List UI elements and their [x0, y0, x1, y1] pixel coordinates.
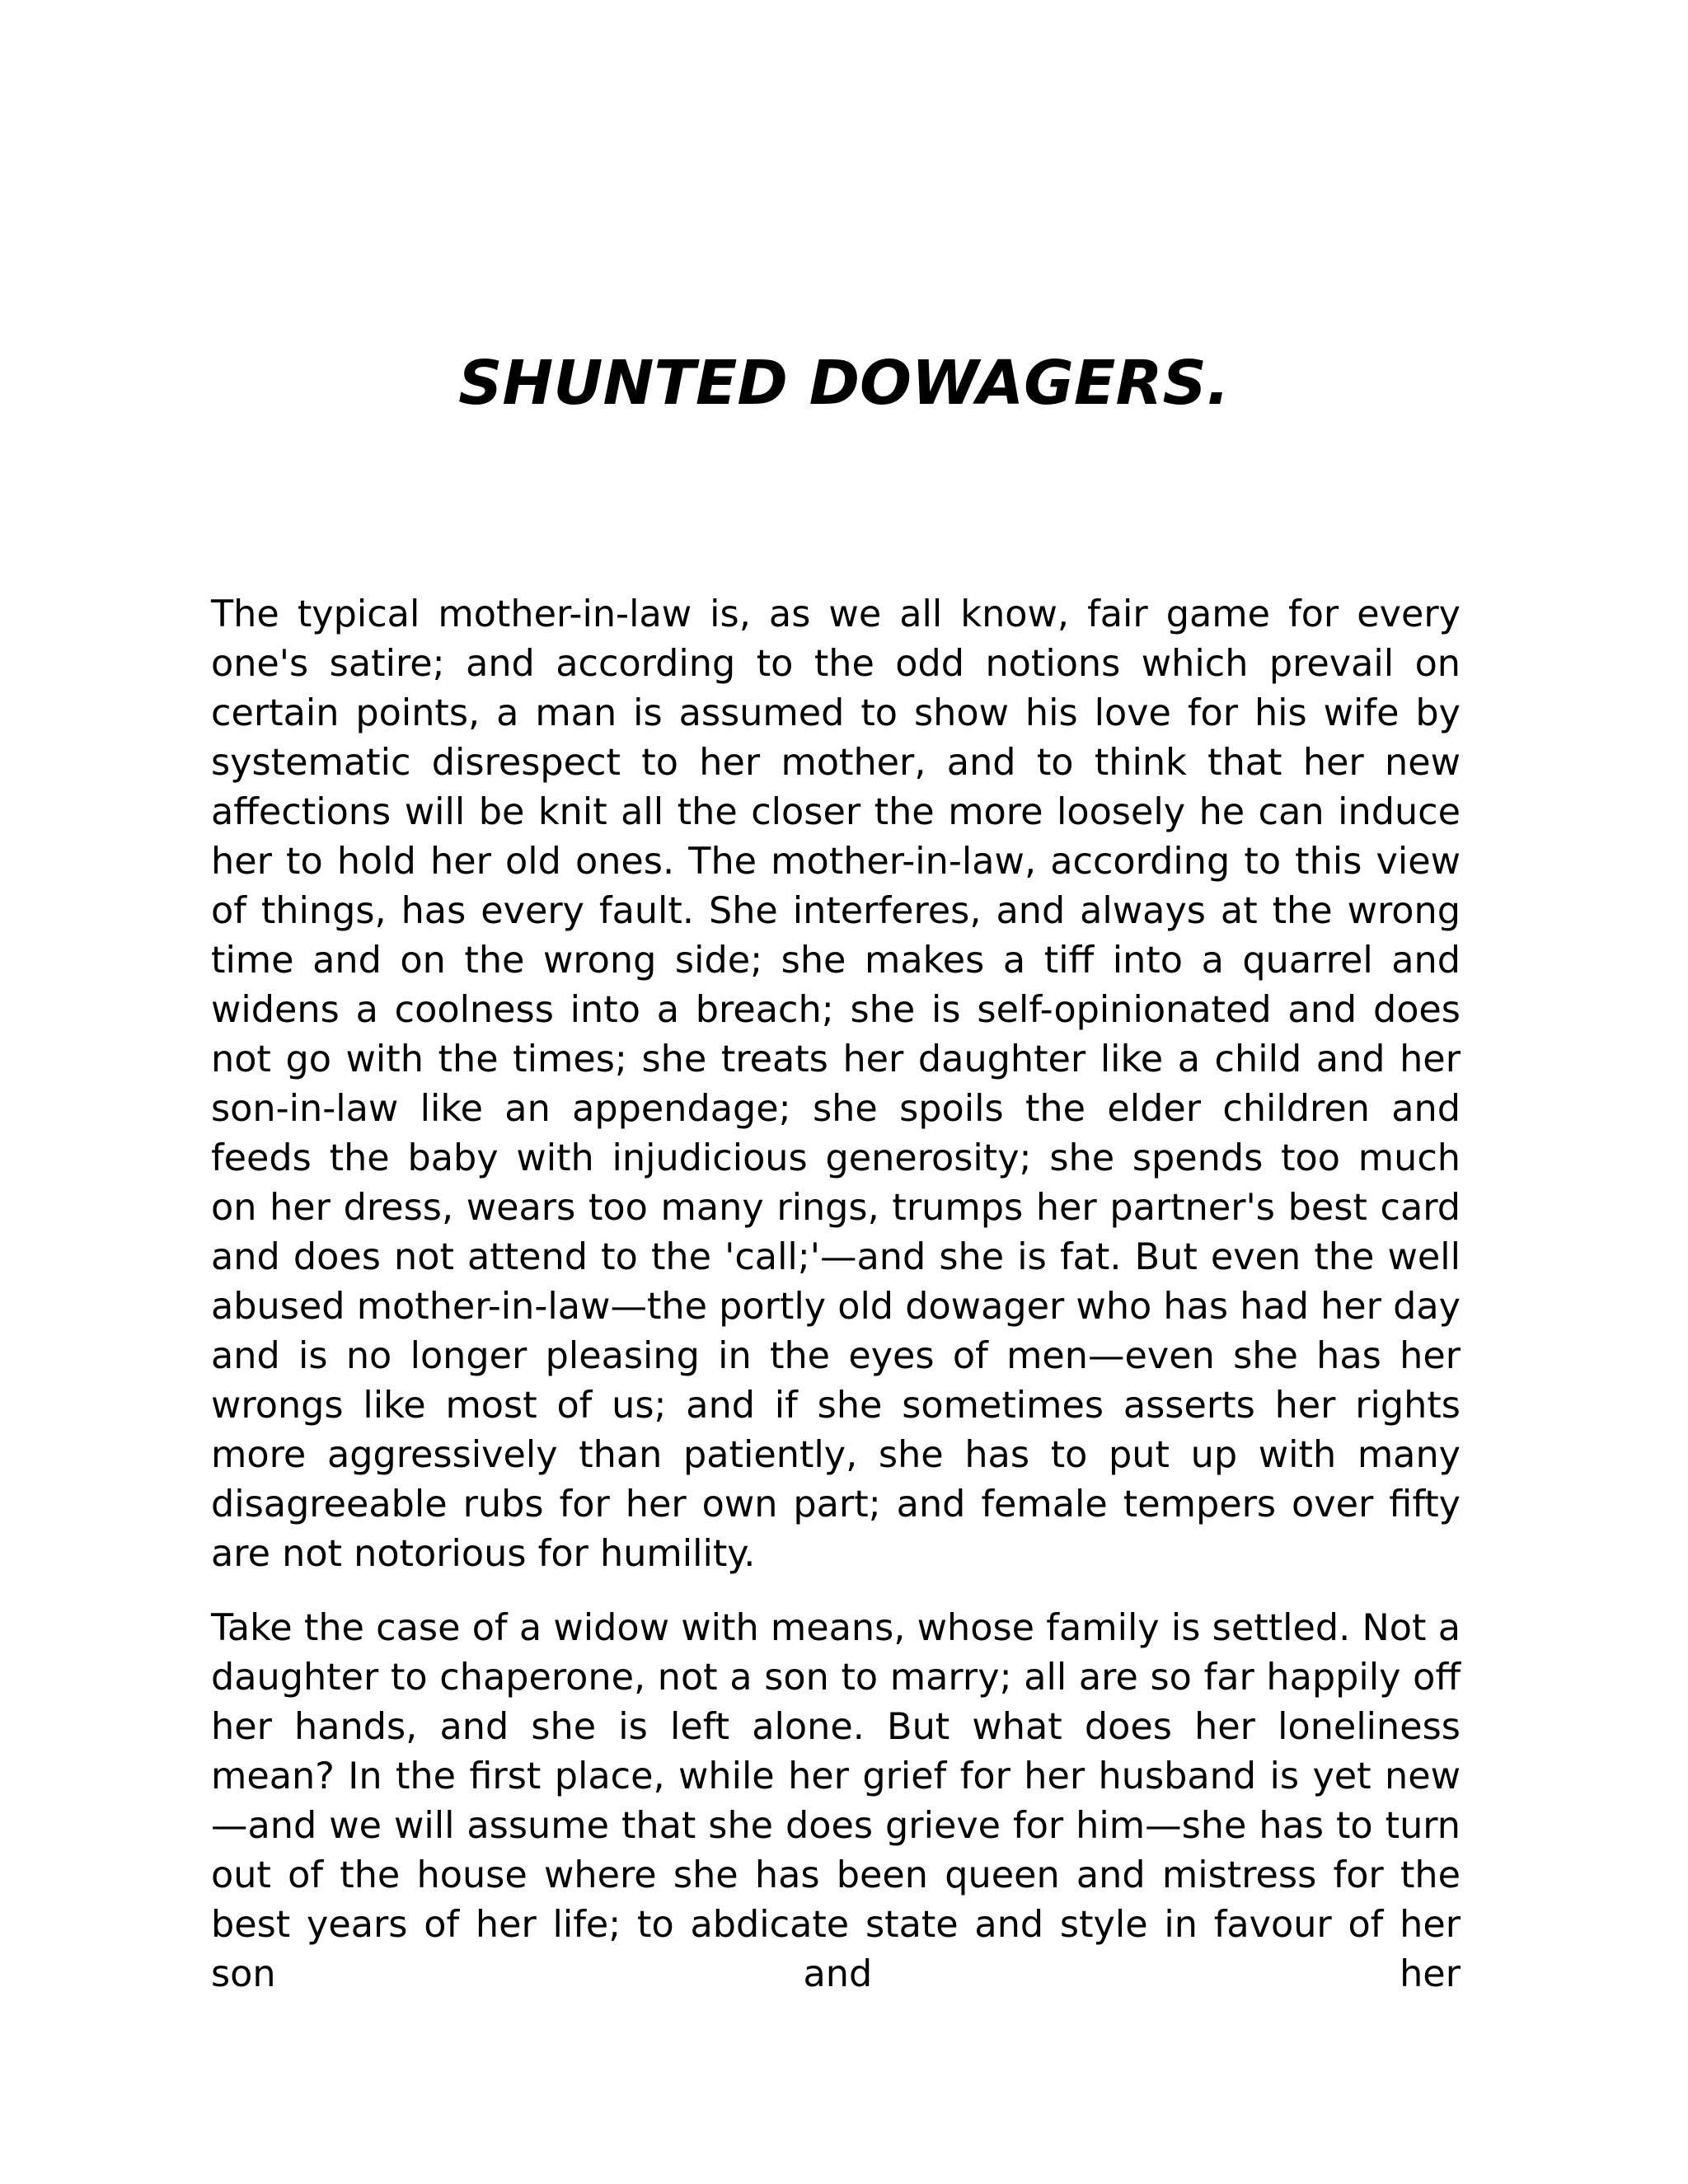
- paragraph-1: The typical mother-in-law is, as we all know, fair game for every one's satire; and according to the odd notions which prevail on certain points, a man is assumed to show his love for his wife by systematic disrespect to her mother, and to think that her new affections will be knit all the closer the more loosely he can induce her to hold her old ones. The mother-in-law, according to this view of things, has every fault. She interferes, and always at the wrong time and on the wrong side; she makes a tiff into a quarrel and widens a coolness into a breach; she is self-opinionated and does not go with the times; she treats her daughter like a child and her son-in-law like an appendage; she spoils the elder children and feeds the baby with injudicious generosity; she spends too much on her dress, wears too many rings, trumps her partner's best card and does not attend to the 'call;'—and she is fat. But even the well abused mother-in-law—the portly old dowager who has had her day and is no longer pleasing in the eyes of men—even she has her wrongs like most of us; and if she sometimes asserts her rights more aggressively than patiently, she has to put up with many disagreeable rubs for her own part; and female tempers over fifty are not notorious for humility.: [211, 593, 1461, 1575]
- body-text: [211, 590, 1461, 2024]
- paragraph-2: Take the case of a widow with means, whose family is settled. Not a daughter to chaperone, not a son to marry; all are so far happily off her hands, and she is left alone. But what does her loneliness mean? In the first place, while her grief for her husband is yet new—and we will assume that she does grieve for him—she has to turn out of the house where she has been queen and mistress for the best years of her life; to abdicate state and style in favour of her son and her: [211, 1607, 1461, 1995]
- chapter-title: SHUNTED DOWAGERS.: [458, 348, 1230, 419]
